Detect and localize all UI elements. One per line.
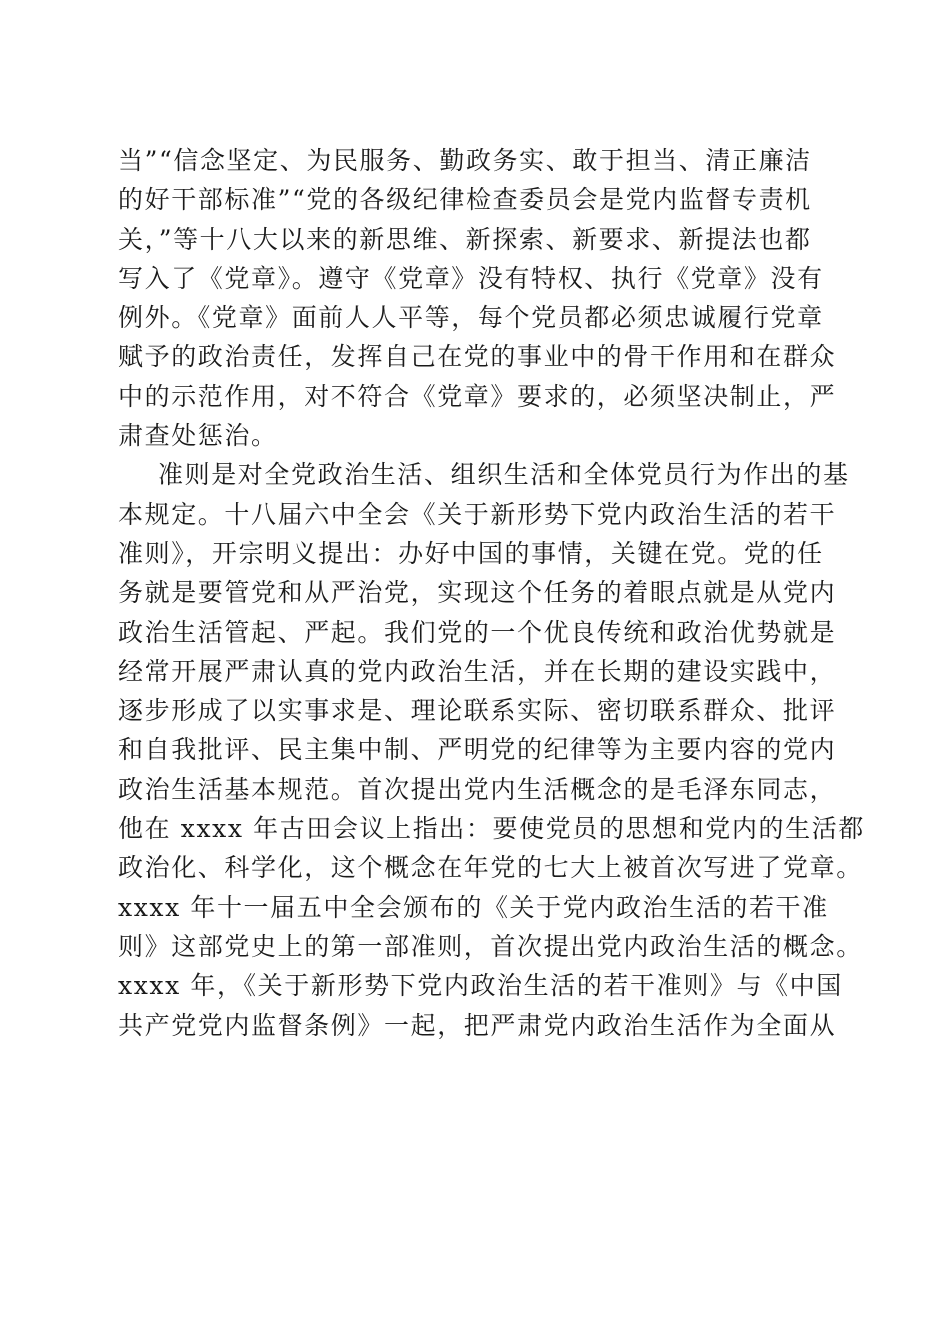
text-line: 当”“信念坚定、为民服务、勤政务实、敢于担当、清正廉洁 bbox=[118, 146, 812, 175]
text-line: 本规定。十八届六中全会《关于新形势下党内政治生活的若干 bbox=[118, 499, 837, 529]
text-line: 例外。《党章》面前人人平等，每个党员都必须忠诚履行党章 bbox=[118, 303, 824, 333]
text-line: 准则》，开宗明义提出：办好中国的事情，关键在党。党的任 bbox=[118, 538, 824, 568]
text-line: 写入了《党章》。遵守《党章》没有特权、执行《党章》没有 bbox=[118, 263, 824, 293]
text-line: 肃查处惩治。 bbox=[118, 421, 278, 451]
text-line: 政治生活管起、严起。我们党的一个优良传统和政治优势就是 bbox=[118, 617, 837, 647]
text-line: 经常开展严肃认真的党内政治生活，并在长期的建设实践中， bbox=[118, 656, 837, 686]
text-line: 政治化、科学化，这个概念在年党的七大上被首次写进了党章。 bbox=[118, 853, 863, 883]
paragraph-start-line: 准则是对全党政治生活、组织生活和全体党员行为作出的基 bbox=[158, 460, 850, 490]
text-line: 逐步形成了以实事求是、理论联系实际、密切联系群众、批评 bbox=[118, 696, 837, 726]
text-line: 和自我批评、民主集中制、严明党的纪律等为主要内容的党内 bbox=[118, 735, 837, 765]
text-line: xxxx 年，《关于新形势下党内政治生活的若干准则》与《中国 bbox=[118, 971, 843, 1001]
text-line: 政治生活基本规范。首次提出党内生活概念的是毛泽东同志， bbox=[118, 774, 837, 804]
text-line: 中的示范作用，对不符合《党章》要求的，必须坚决制止，严 bbox=[118, 381, 837, 411]
text-line: 赋予的政治责任，发挥自己在党的事业中的骨干作用和在群众 bbox=[118, 342, 837, 372]
text-line: 务就是要管党和从严治党，实现这个任务的着眼点就是从党内 bbox=[118, 578, 837, 608]
text-line: 则》这部党史上的第一部准则，首次提出党内政治生活的概念。 bbox=[118, 931, 863, 961]
text-line: 他在 xxxx 年古田会议上指出：要使党员的思想和党内的生活都 bbox=[118, 814, 865, 844]
text-line: 关，”等十八大以来的新思维、新探索、新要求、新提法也都 bbox=[118, 224, 812, 254]
body-text bbox=[118, 141, 865, 1045]
text-line: 共产党党内监督条例》一起，把严肃党内政治生活作为全面从 bbox=[118, 1010, 837, 1040]
text-line: 的好干部标准”“党的各级纪律检查委员会是党内监督专责机 bbox=[118, 185, 812, 215]
text-line: xxxx 年十一届五中全会颁布的《关于党内政治生活的若干准 bbox=[118, 892, 829, 922]
